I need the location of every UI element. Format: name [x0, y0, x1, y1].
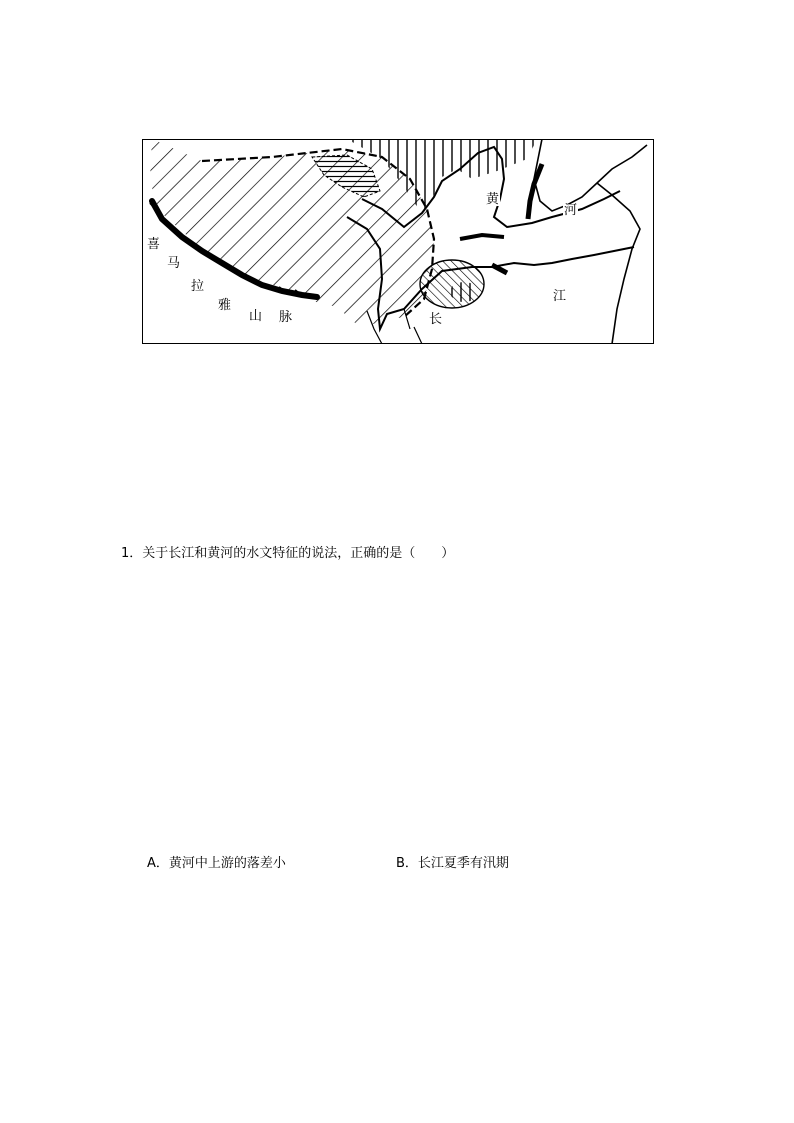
label-yangtze-2: 江	[553, 289, 567, 304]
question-1	[121, 542, 454, 561]
option-a	[147, 852, 286, 871]
label-himalaya-3: 拉	[191, 279, 205, 294]
option-a-text: 黄河中上游的落差小	[168, 856, 286, 871]
label-himalaya-1: 喜	[147, 237, 161, 252]
label-yellow-river-1: 黄	[486, 192, 500, 207]
china-terrain-map	[142, 139, 654, 344]
option-b-letter: B．	[396, 856, 418, 871]
label-yangtze-1: 长	[429, 312, 443, 327]
sichuan-basin-inner	[450, 282, 478, 302]
option-b	[396, 852, 509, 871]
label-yellow-river-2: 河	[564, 203, 578, 218]
label-himalaya-4: 雅	[218, 298, 232, 313]
map-drawing	[142, 139, 654, 344]
option-b-text: 长江夏季有汛期	[417, 856, 509, 871]
label-himalaya-5: 山	[249, 309, 263, 324]
question-number: 1．	[121, 546, 143, 561]
question-text: 关于长江和黄河的水文特征的说法，正确的是（ ）	[142, 546, 455, 561]
option-a-letter: A．	[147, 856, 169, 871]
label-himalaya-2: 马	[167, 256, 181, 271]
label-himalaya-6: 脉	[279, 310, 293, 325]
